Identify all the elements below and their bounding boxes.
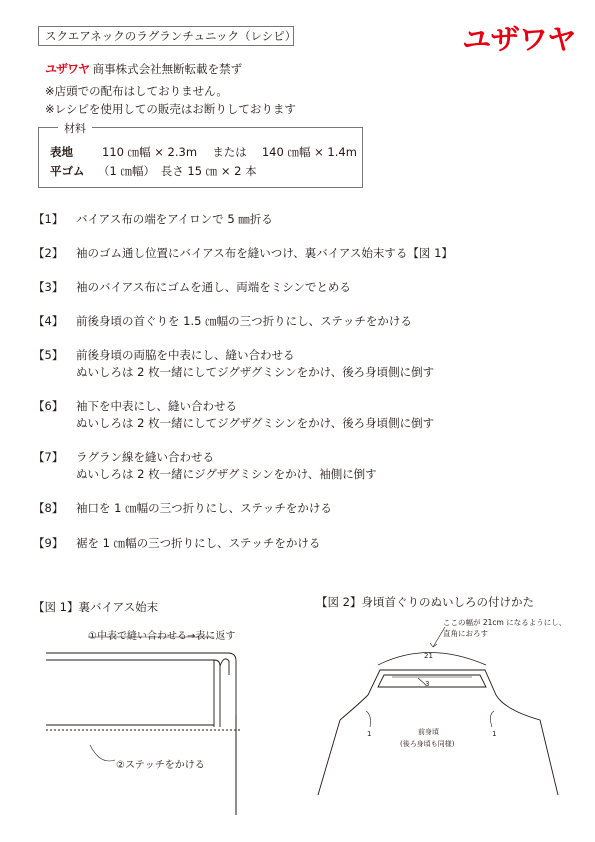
step-4	[33, 313, 412, 330]
step-6	[33, 398, 434, 432]
figure-2-note-line-2: 直角におろす	[443, 629, 488, 638]
step-subtext: ぬいしろは 2 枚一緒にしてジグザグミシンをかけ、後ろ身頃側に倒す	[76, 365, 435, 379]
material-row-elastic	[50, 163, 257, 179]
figure-1-note-2: ②ステッチをかける	[116, 760, 205, 771]
step-9	[33, 535, 320, 552]
figure-2-dim-1-right: 1	[492, 730, 497, 738]
materials-label: 材料	[58, 120, 92, 136]
figure-2-width-label: 21	[424, 652, 433, 660]
step-text: 袖のゴム通し位置にバイアス布を縫いつけ、裏バイアス始末する【図 1】	[76, 246, 453, 260]
figure-2-diagram	[300, 615, 595, 842]
figure-2-dim-3: 3	[425, 680, 430, 688]
step-number: 【2】	[33, 246, 64, 260]
figure-1-note-1: ①中表で縫い合わせる→表に返す	[88, 631, 236, 642]
step-text: 袖口を 1 ㎝幅の三つ折りにし、ステッチをかける	[76, 501, 332, 515]
material-detail: 110 ㎝幅 × 2.3m または 140 ㎝幅 × 1.4m	[102, 145, 357, 159]
step-number: 【3】	[33, 280, 64, 294]
copyright-line	[45, 60, 242, 77]
material-name: 表地	[50, 145, 73, 159]
copyright-text: 商事株式会社無断転載を禁ず	[92, 62, 243, 76]
step-text: 袖下を中表にし、縫い合わせる	[76, 399, 237, 413]
figure-1-diagram	[0, 615, 300, 842]
notice-sales: ※レシピを使用しての販売はお断りしております	[45, 102, 296, 116]
step-text: 前後身頃の両脇を中表にし、縫い合わせる	[76, 348, 295, 362]
material-name: 平ゴム	[50, 164, 85, 178]
step-number: 【9】	[33, 536, 64, 550]
figure-2-body-sublabel: (後ろ身頃も同様)	[400, 740, 455, 748]
step-8	[33, 500, 332, 517]
figure-2-dim-1-left: 1	[367, 730, 372, 738]
step-text: 裾を 1 ㎝幅の三つ折りにし、ステッチをかける	[76, 536, 321, 550]
step-text: 前後身頃の首ぐりを 1.5 ㎝幅の三つ折りにし、ステッチをかける	[76, 314, 412, 328]
step-1	[33, 211, 273, 228]
step-text: ラグラン線を縫い合わせる	[76, 450, 214, 464]
step-7	[33, 449, 377, 483]
brand-logo-small: ユザワヤ	[45, 62, 90, 76]
recipe-title: スクエアネックのラグランチュニック（レシピ）	[38, 26, 294, 46]
brand-logo: ユザワヤ	[462, 23, 576, 56]
step-text: 袖のバイアス布にゴムを通し、両端をミシンでとめる	[76, 280, 351, 294]
material-detail: （1 ㎝幅） 長さ 15 ㎝ × 2 本	[98, 164, 257, 178]
figure-2-title: 【図 2】身頃首ぐりのぬいしろの付けかた	[316, 595, 534, 609]
step-number: 【6】	[33, 399, 64, 413]
step-number: 【8】	[33, 501, 64, 515]
step-5	[33, 347, 434, 381]
step-subtext: ぬいしろは 2 枚一緒にジグザグミシンをかけ、袖側に倒す	[76, 467, 377, 481]
step-subtext: ぬいしろは 2 枚一緒にしてジグザグミシンをかけ、後ろ身頃側に倒す	[76, 416, 435, 430]
step-number: 【7】	[33, 450, 64, 464]
step-number: 【1】	[33, 212, 64, 226]
figure-1-title: 【図 1】裏バイアス始末	[33, 600, 159, 614]
step-number: 【4】	[33, 314, 64, 328]
step-3	[33, 279, 351, 296]
step-number: 【5】	[33, 348, 64, 362]
step-2	[33, 245, 453, 262]
step-text: バイアス布の端をアイロンで 5 ㎜折る	[76, 212, 273, 226]
material-row-fabric	[50, 144, 357, 160]
figure-2-note-line-1: ここの幅が 21cm になるようにし、	[443, 618, 567, 627]
notice-distribution: ※店頭での配布はしておりません。	[45, 84, 228, 98]
figure-2-body-label: 前身頃	[418, 728, 439, 736]
